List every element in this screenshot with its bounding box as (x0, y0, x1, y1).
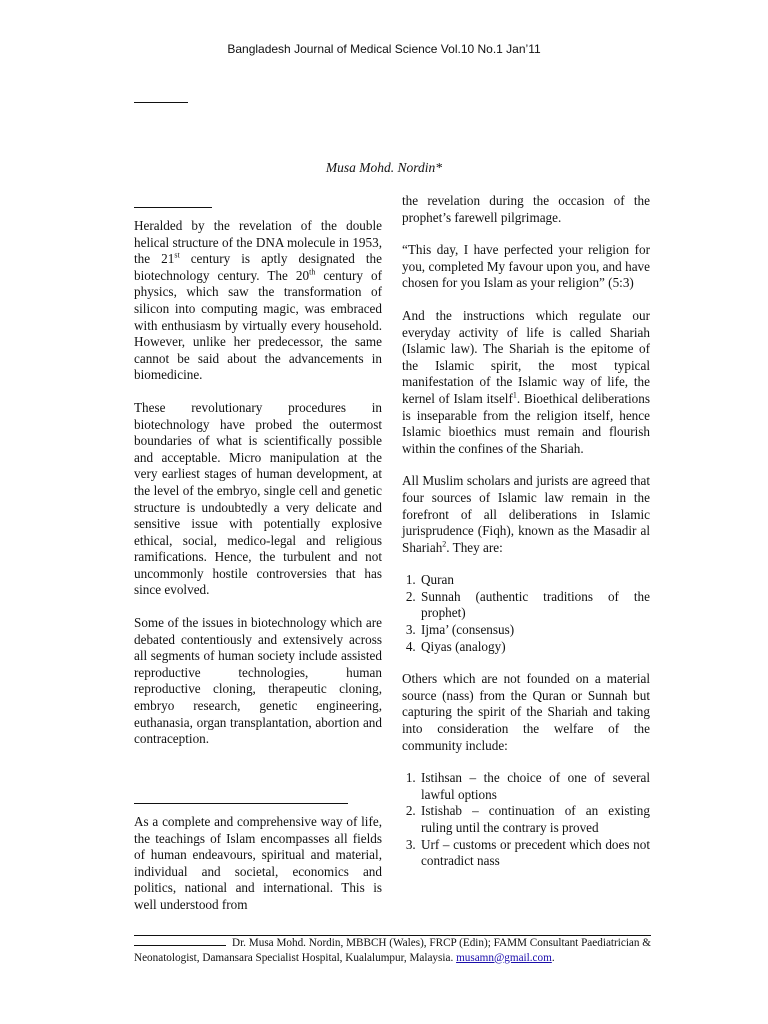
right-paragraph-5: Others which are not founded on a material source (nass) from the Quran or Sunnah but capturing the spirit of the Shariah and taking into consideration the welfare of the community include: (402, 671, 650, 753)
left-paragraph-2: These revolutionary procedures in biotechnology have probed the outermost boundaries of what is scientifically possible and acceptable. Micro manipulation at the very earliest stages of human development, at the level of the embryo, single cell and genetic structure is undoubtedly a very delicate and sensitive issue with potentially explosive ethical, social, medico-legal and religious ramifications. Hence, the turbulent and not uncommonly hostile controversies that has since evolved. (134, 399, 382, 598)
title-rule (134, 102, 188, 103)
list-item: 3. Ijma’ (consensus) (419, 622, 650, 639)
list-item: 2. Sunnah (authentic traditions of the prophet) (419, 589, 650, 622)
list-item: 1. Quran (419, 572, 650, 589)
author-email-link[interactable]: musamn@gmail.com (456, 951, 552, 964)
sources-list (402, 572, 650, 655)
left-paragraph-3: Some of the issues in biotechnology which are debated contentiously and extensively across all segments of human society include assisted reproductive technologies, human reproductive cloning, therapeutic cloning, embryo research, genetic engineering, euthanasia, organ transplantation, abortion and contraception. (134, 615, 382, 747)
quote-paragraph: “This day, I have perfected your religion for you, completed My favour upon you, and have chosen for you Islam as your religion” (5:3) (402, 242, 650, 291)
right-paragraph-4: All Muslim scholars and jurists are agreed that four sources of Islamic law remain in the forefront of all deliberations in Islamic jurisprudence (Fiqh), known as the Masadir al Shariah$^2$. They are: (402, 473, 650, 555)
list-item: 1. Istihsan – the choice of one of several lawful options (419, 770, 650, 803)
other-sources-list (402, 770, 650, 870)
right-column (402, 193, 650, 886)
left-paragraph-1: Heralded by the revelation of the double helical structure of the DNA molecule in 1953, the 21st century is aptly designated the biotechnology century. The 20th century of physics, which saw the transformation of silicon into computing magic, was embraced with enthusiasm by virtually every household. However, unlike her predecessor, the same cannot be said about the advancements in biomedicine. (134, 218, 382, 383)
footnote-marker-line (134, 936, 226, 946)
left-column-lower (134, 814, 382, 930)
section-rule (134, 803, 348, 804)
author-footnote: Dr. Musa Mohd. Nordin, MBBCH (Wales), FRCP (Edin); FAMM Consultant Paediatrician & Neonatologist, Damansara Specialist Hospital, Kualalumpur, Malaysia. musamn@gmail.com. (134, 937, 651, 964)
author-name: Musa Mohd. Nordin* (325, 160, 443, 175)
journal-header: Bangladesh Journal of Medical Science Vol.10 No.1 Jan’11 (227, 42, 541, 56)
right-paragraph-1: the revelation during the occasion of the prophet’s farewell pilgrimage. (402, 193, 650, 225)
list-item: 3. Urf – customs or precedent which does not contradict nass (419, 837, 650, 870)
left-column (134, 218, 382, 764)
list-item: 4. Qiyas (analogy) (419, 639, 650, 656)
left-column-rule (134, 207, 212, 208)
right-paragraph-3: And the instructions which regulate our everyday activity of life is called Shariah (Islamic law). The Shariah is the epitome of the Islamic spirit, the most typical manifestation of the Islamic way of life, the kernel of Islam itself$^1$. Bioethical deliberations is inseparable from the religion itself, hence Islamic bioethics must remain and flourish within the confines of the Shariah. (402, 307, 650, 456)
list-item: 2. Istishab – continuation of an existing ruling until the contrary is proved (419, 803, 650, 836)
left-paragraph-4: As a complete and comprehensive way of life, the teachings of Islam encompasses all fields of human endeavours, spiritual and material, individual and societal, economics and politics, national and international. This is well understood from (134, 814, 382, 912)
